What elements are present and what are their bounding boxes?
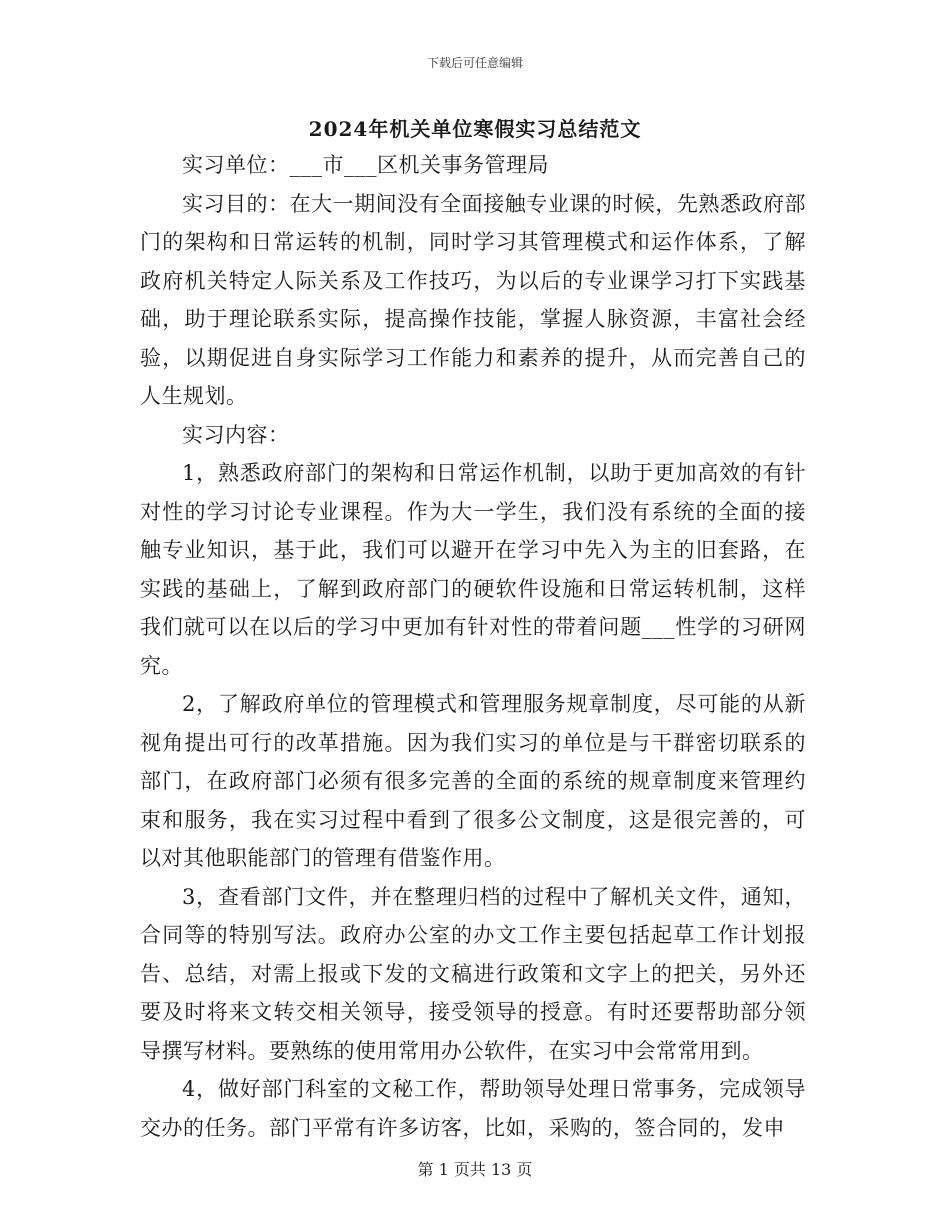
paragraph-item-3: 3，查看部门文件，并在整理归档的过程中了解机关文件，通知，合同等的特别写法。政府办公室的办文工作主要包括起草工作计划报告、总结，对需上报或下发的文稿进行政策和文字上的把关，另外还要及时将来文转交相关领导，接受领导的授意。有时还要帮助部分领导撰写材料。要熟练的使用常用办公软件，在实习中会常常用到。 xyxy=(140,884,806,1063)
document-body xyxy=(140,146,806,1147)
paragraph-item-2: 2，了解政府单位的管理模式和管理服务规章制度，尽可能的从新视角提出可行的改革措施。因为我们实习的单位是与干群密切联系的部门，在政府部门必须有很多完善的全面的系统的规章制度来管理约束和服务，我在实习过程中看到了很多公文制度，这是很完善的，可以对其他职能部门的管理有借鉴作用。 xyxy=(140,692,806,870)
page-footer: 第 1 页共 13 页 xyxy=(417,1160,533,1179)
paragraph-unit: 实习单位：___市___区机关事务管理局 xyxy=(182,153,549,177)
paragraph-item-1: 1，熟悉政府部门的架构和日常运作机制，以助于更加高效的有针对性的学习讨论专业课程。作为大一学生，我们没有系统的全面的接触专业知识，基于此，我们可以避开在学习中先入为主的旧套路，在实践的基础上，了解到政府部门的硬软件设施和日常运转机制，这样我们就可以在以后的学习中更加有针对性的带着问题___性学的习研网究。 xyxy=(140,461,806,678)
document-title: 2024年机关单位寒假实习总结范文 xyxy=(308,117,642,141)
paragraph-purpose: 实习目的：在大一期间没有全面接触专业课的时候，先熟悉政府部门的架构和日常运转的机制，同时学习其管理模式和运作体系，了解政府机关特定人际关系及工作技巧，为以后的专业课学习打下实践基础，助于理论联系实际，提高操作技能，掌握人脉资源，丰富社会经验，以期促进自身实际学习工作能力和素养的提升，从而完善自己的人生规划。 xyxy=(140,191,806,408)
paragraph-content-heading: 实习内容： xyxy=(182,422,290,447)
header-note: 下载后可任意编辑 xyxy=(426,56,523,70)
paragraph-item-4: 4，做好部门科室的文秘工作，帮助领导处理日常事务，完成领导交办的任务。部门平常有许多访客，比如，采购的，签合同的，发申 xyxy=(140,1077,806,1140)
